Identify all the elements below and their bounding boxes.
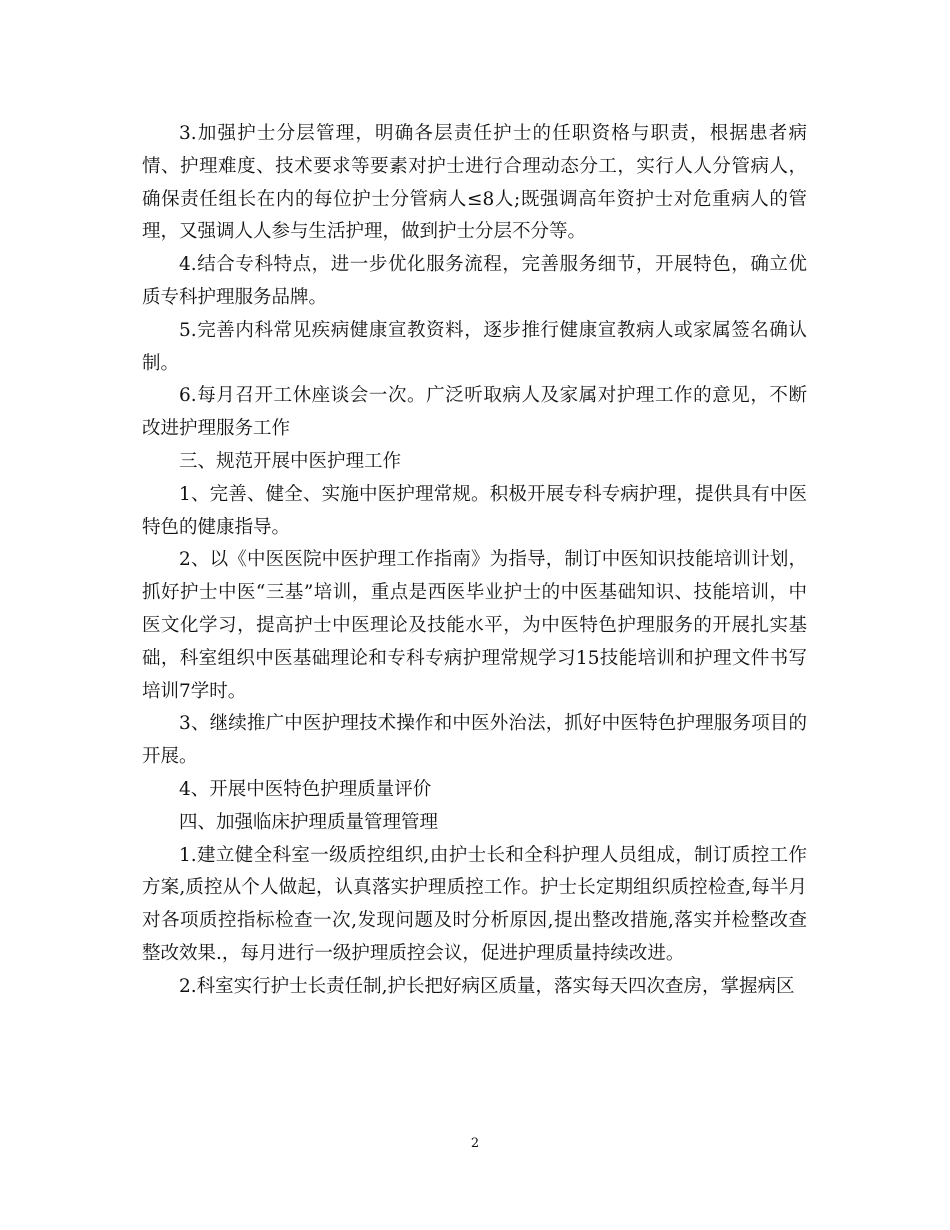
paragraph-monthly-meeting: 6.每月召开工休座谈会一次。广泛听取病人及家属对护理工作的意见，不断改进护理服务工作 [142, 385, 807, 440]
section-heading-quality-management: 四、加强临床护理质量管理管理 [179, 811, 439, 833]
document-body [142, 118, 807, 1004]
paragraph-layered-management: 3.加强护士分层管理，明确各层责任护士的任职资格与职责，根据患者病情、护理难度、技术要求等要素对护士进行合理动态分工，实行人人分管病人，确保责任组长在内的每位护士分管病人≤8人;既强调高年资护士对危重病人的管理，又强调人人参与生活护理，做到护士分层不分等。 [142, 123, 807, 243]
paragraph-specialty-service: 4.结合专科特点，进一步优化服务流程，完善服务细节，开展特色，确立优质专科护理服务品牌。 [142, 254, 807, 308]
paragraph-head-nurse-responsibility: 2.科室实行护士长责任制,护长把好病区质量，落实每天四次查房，掌握病区 [179, 975, 795, 997]
paragraph-health-education: 5.完善内科常见疾病健康宣教资料，逐步推行健康宣教病人或家属签名确认制。 [142, 319, 807, 374]
paragraph-tcm-evaluation: 4、开展中医特色护理质量评价 [179, 778, 432, 800]
page-number: 2 [470, 1136, 480, 1151]
paragraph-tcm-techniques: 3、继续推广中医护理技术操作和中医外治法，抓好中医特色护理服务项目的开展。 [142, 713, 807, 768]
paragraph-tcm-training: 2、以《中医医院中医护理工作指南》为指导，制订中医知识技能培训计划，抓好护士中医“三基”培训，重点是西医毕业护士的中医基础知识、技能培训，中医文化学习，提高护士中医理论及技能水平，为中医特色护理服务的开展扎实基础，科室组织中医基础理论和专科专病护理常规学习15技能培训和护理文件书写培训7学时。 [142, 549, 807, 702]
paragraph-tcm-routine: 1、完善、健全、实施中医护理常规。积极开展专科专病护理，提供具有中医特色的健康指导。 [142, 483, 807, 538]
section-heading-tcm-nursing: 三、规范开展中医护理工作 [179, 450, 402, 472]
paragraph-quality-control: 1.建立健全科室一级质控组织,由护士长和全科护理人员组成，制订质控工作方案,质控从个人做起，认真落实护理质控工作。护士长定期组织质控检查,每半月对各项质控指标检查一次,发现问题及时分析原因,提出整改措施,落实并检整改查整改效果.，每月进行一级护理质控会议，促进护理质量持续改进。 [142, 844, 807, 964]
